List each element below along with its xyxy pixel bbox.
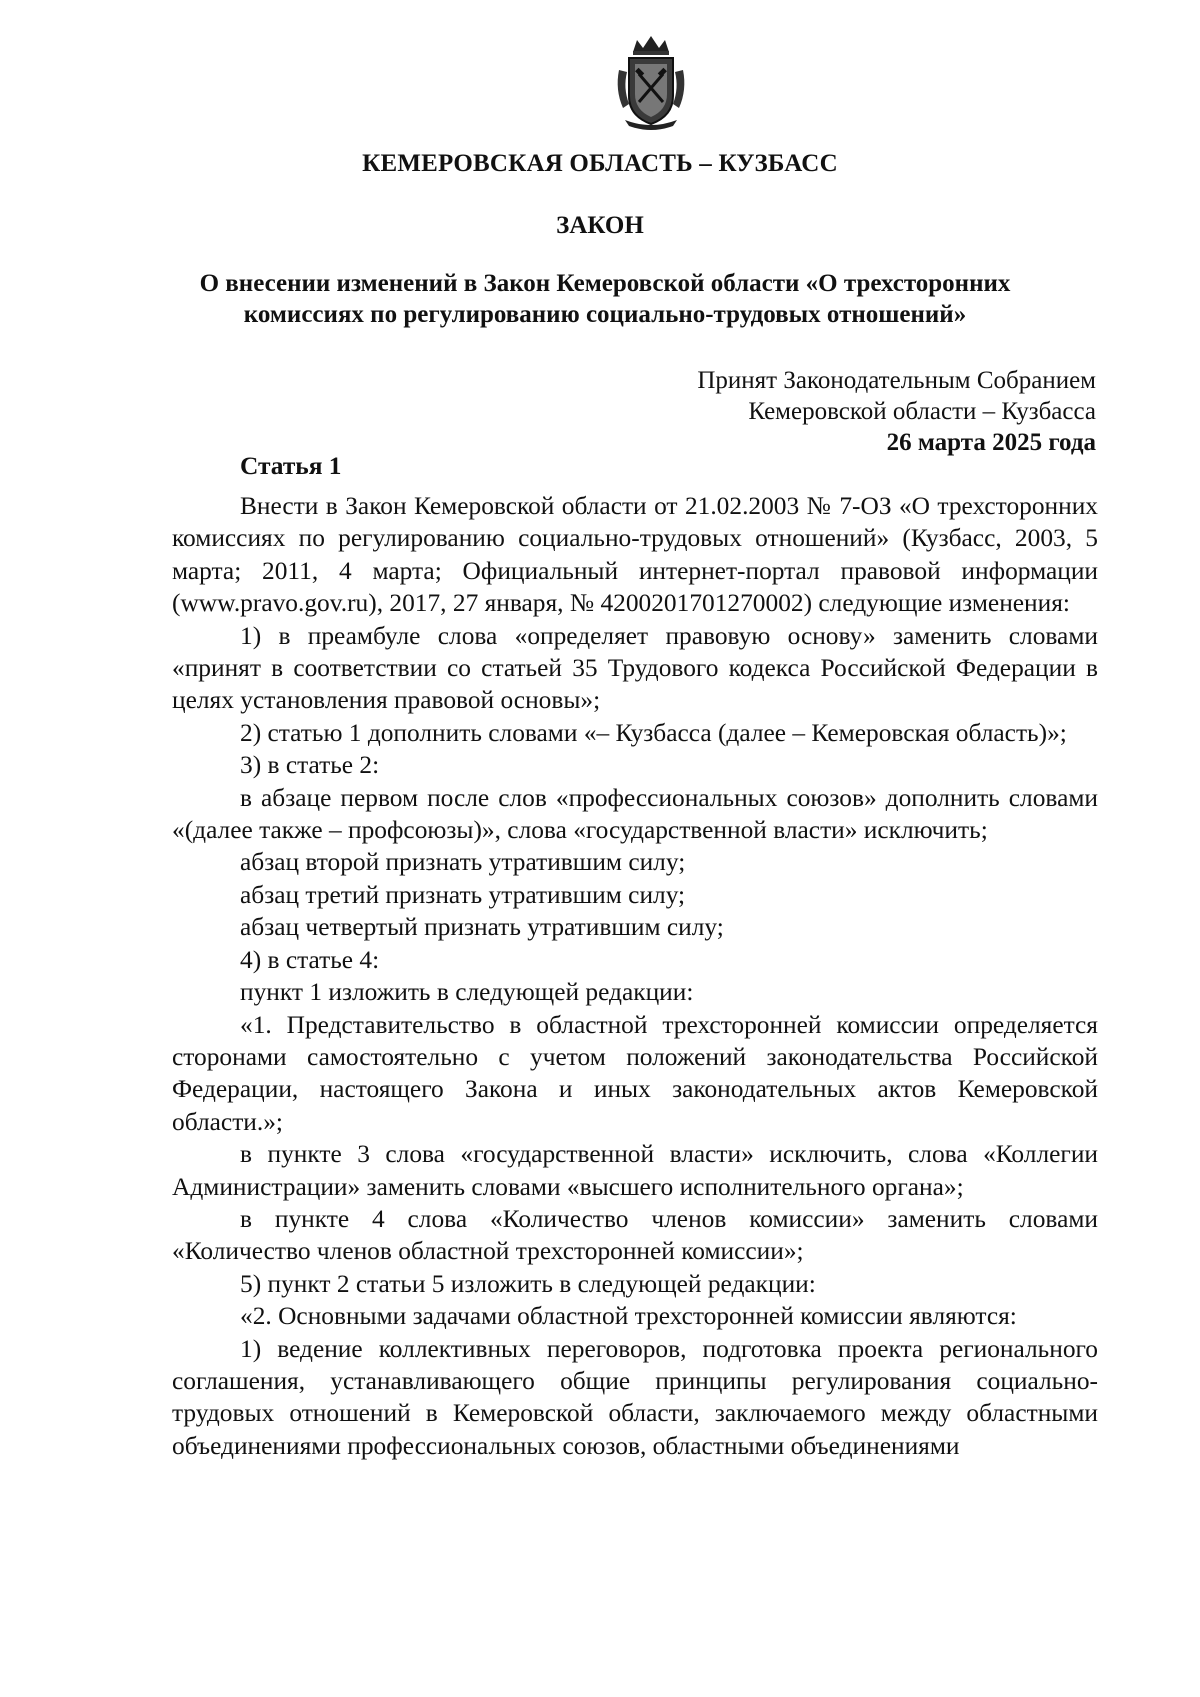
law-subject-line-2: комиссиях по регулированию социально-трудовых отношений» — [243, 301, 967, 328]
paragraph: 3) в статье 2: — [240, 751, 380, 780]
paragraph: в абзаце первом после слов «профессиональных союзов» дополнить словами «(далее также – профсоюзы)», слова «государственной власти» исключить; — [172, 783, 1098, 845]
adoption-block — [496, 365, 1096, 458]
document-type: ЗАКОН — [556, 212, 644, 239]
article-body — [172, 452, 1098, 1462]
paragraph: 4) в статье 4: — [240, 945, 380, 974]
law-subject-line-1: О внесении изменений в Закон Кемеровской области «О трехсторонних — [199, 270, 1011, 297]
adoption-date: 26 марта 2025 года — [886, 429, 1096, 456]
paragraph: абзац четвертый признать утратившим силу; — [240, 913, 724, 942]
adoption-line-2: Кемеровской области – Кузбасса — [748, 398, 1096, 425]
paragraph: 1) ведение коллективных переговоров, подготовка проекта регионального соглашения, устанавливающего общие принципы регулирования социально-трудовых отношений в Кемеровской области, заключаемого между областными объединениями профессиональных союзов, областными объединениями — [172, 1334, 1098, 1460]
paragraph: 5) пункт 2 статьи 5 изложить в следующей редакции: — [240, 1269, 816, 1298]
paragraph: абзац третий признать утратившим силу; — [240, 880, 686, 909]
law-subject — [180, 268, 1030, 330]
paragraph: абзац второй признать утратившим силу; — [240, 848, 686, 877]
paragraph: в пункте 4 слова «Количество членов комиссии» заменить словами «Количество членов областной трехсторонней комиссии»; — [172, 1204, 1098, 1266]
article-heading: Статья 1 — [240, 452, 342, 480]
paragraph: в пункте 3 слова «государственной власти» исключить, слова «Коллегии Администрации» заменить словами «высшего исполнительного органа»; — [172, 1140, 1098, 1201]
paragraph: «2. Основными задачами областной трехсторонней комиссии являются: — [240, 1302, 1017, 1331]
coat-of-arms-icon — [611, 30, 691, 130]
adoption-line-1: Принят Законодательным Собранием — [697, 367, 1096, 394]
paragraph: «1. Представительство в областной трехсторонней комиссии определяется сторонами самостоятельно с учетом положений законодательства Российской Федерации, настоящего Закона и иных законодательных актов Кемеровской области.»; — [172, 1010, 1098, 1136]
paragraph: 2) статью 1 дополнить словами «– Кузбасса (далее – Кемеровская область)»; — [240, 718, 1067, 747]
paragraph: Внести в Закон Кемеровской области от 21.02.2003 № 7-ОЗ «О трехсторонних комиссиях по регулированию социально-трудовых отношений» (Кузбасс, 2003, 5 марта; 2011, 4 марта; Официальный интернет-портал правовой информации (www.pravo.gov.ru), 2017, 27 января, № 4200201701270002) следующие изменения: — [172, 492, 1098, 618]
region-title: КЕМЕРОВСКАЯ ОБЛАСТЬ – КУЗБАСС — [362, 150, 838, 177]
paragraph: пункт 1 изложить в следующей редакции: — [240, 978, 694, 1007]
paragraph: 1) в преамбуле слова «определяет правовую основу» заменить словами «принят в соответствии со статьей 35 Трудового кодекса Российской Федерации в целях установления правовой основы»; — [172, 621, 1098, 715]
